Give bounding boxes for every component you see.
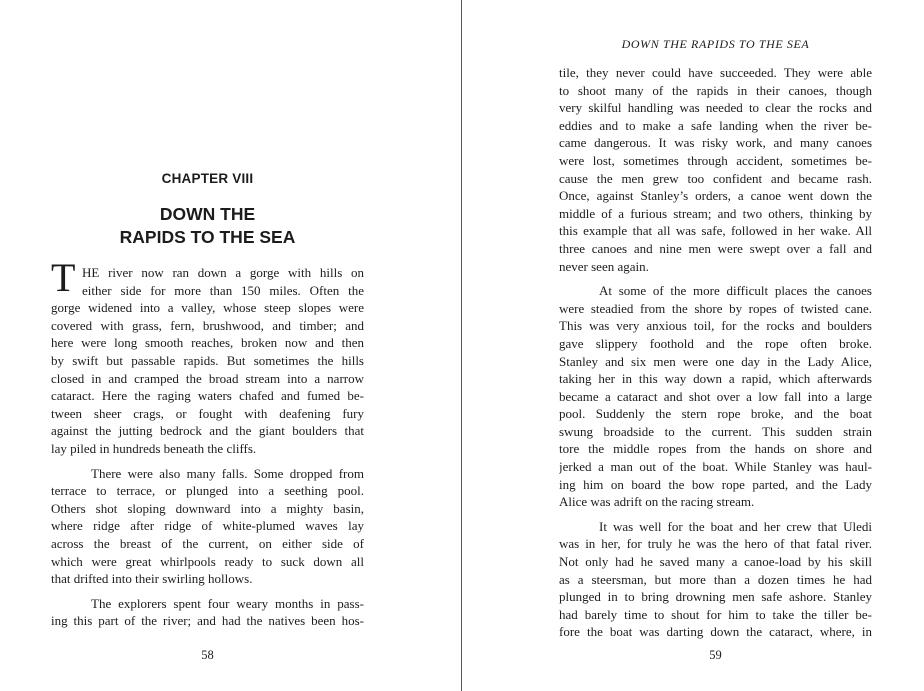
text-line: This was very anxious toil, for the rocks and boulders [559,318,872,334]
text-line: against the jutting bedrock and the giant boulders that [51,423,364,439]
text-line: became a cataract and shot over a low fall into a large [559,388,872,404]
paragraph [51,595,364,630]
text-line: terrace to terrace, or plunged into a seething pool. [51,483,364,499]
text-line: that drifted into their swirling hollows. [51,571,253,587]
paragraph [51,465,364,588]
text-line: three canoes and nine men were swept over a fall and [559,240,872,256]
text-line: either side for more than 150 miles. Often the [82,282,364,298]
book-spine [461,0,462,691]
text-line: There were also many falls. Some dropped from [91,465,364,481]
text-line: middle of a furious stream; and two others, thinking by [559,205,872,221]
paragraph [51,264,364,458]
left-body-text [51,264,364,630]
running-head: DOWN THE RAPIDS TO THE SEA [621,37,810,51]
text-line: cataract. Here the raging waters chafed and fumed be- [51,388,364,404]
text-line: to shoot many of the rapids in their canoes, though [559,82,872,98]
left-page [51,0,364,691]
paragraph [559,518,872,641]
text-line: tile, they never could have succeeded. They were able [559,65,872,80]
text-line: It was well for the boat and her crew that Uledi [599,518,872,534]
text-line: gave slippery foothold and the rope often broke. [559,335,872,351]
page-number: 58 [201,648,214,662]
text-line: were steadied from the shore by ropes of twisted cane. [559,300,872,316]
text-line: came dangerous. It was risky work, and many canoes [559,135,872,151]
text-line: never seen again. [559,258,649,274]
text-line: jerked a man out of the boat. While Stanley was haul- [559,459,872,475]
text-line: fore the boat was darting down the cataract, where, in [559,624,872,640]
text-line: Not only had he saved many a canoe-load by his skill [559,554,872,570]
paragraph [559,64,872,275]
chapter-title-line: DOWN THE [159,204,256,224]
text-line: where ridge after ridge of white-plumed waves lay [51,518,364,534]
text-line: by swift but passable rapids. But sometimes the hills [51,352,364,368]
page-number: 59 [709,648,722,662]
text-line: lay piled in hundreds beneath the cliffs. [51,440,257,456]
text-line: had barely time to shout for him to take the tiller be- [559,606,872,622]
text-line: taking her in this way down a rapid, which afterwards [559,371,872,387]
text-line: very skilful handling was needed to clear the rocks and [559,100,872,116]
text-line: gorge widened into a valley, whose steep slopes were [51,300,364,316]
text-line: Alice was adrift on the racing stream. [559,494,755,510]
text-line: The explorers spent four weary months in pass- [91,595,364,611]
text-line: plunged in to bring drowning men safe ashore. Stanley [559,589,872,605]
text-line: ing this part of the river; and had the natives been hos- [51,613,364,629]
text-line: Others shot sloping downward into a mighty basin, [51,500,364,516]
chapter-number: CHAPTER VIII [161,171,254,186]
text-line: covered with grass, fern, brushwood, and timber; and [51,317,364,333]
text-line: Once, against Stanley’s orders, a canoe went down the [559,188,872,204]
text-line: as a steersman, but more than a dozen times he had [559,571,872,587]
text-line: eddies and to make a safe landing when the river be- [559,117,872,133]
text-line: ing him on board the bow rope parted, and the Lady [559,476,872,492]
text-line: here were long smooth reaches, broken now and then [51,335,364,351]
right-page [559,0,872,691]
text-line: Stanley and six men were one day in the Lady Alice, [559,353,872,369]
text-line: which were great whirlpools ready to suck down all [51,553,364,569]
text-line: swung broadside to the current. This sudden strain [559,423,872,439]
right-body-text [559,64,872,641]
drop-cap: T [51,255,76,300]
text-line: At some of the more difficult places the canoes [599,283,872,299]
text-line: HE river now ran down a gorge with hills on [82,265,364,280]
text-line: tween sheer crags, or fought with deafening fury [51,405,364,421]
text-line: across the breast of the current, on either side of [51,535,364,551]
text-line: cause the men grew too confident and became rash. [559,170,872,186]
text-line: tore the middle ropes from the hands on shore and [559,441,872,457]
text-line: this example that all was safe, followed in her wake. All [559,223,872,239]
chapter-title [51,203,364,249]
paragraph [559,282,872,511]
text-line: closed in and cramped the broad stream into a narrow [51,370,364,386]
text-line: pool. Suddenly the stern rope broke, and the boat [559,406,872,422]
text-line: were lost, sometimes through accident, sometimes be- [559,152,872,168]
text-line: was in her, for truly he was the hero of that fatal river. [559,536,872,552]
chapter-title-line: RAPIDS TO THE SEA [119,227,296,247]
